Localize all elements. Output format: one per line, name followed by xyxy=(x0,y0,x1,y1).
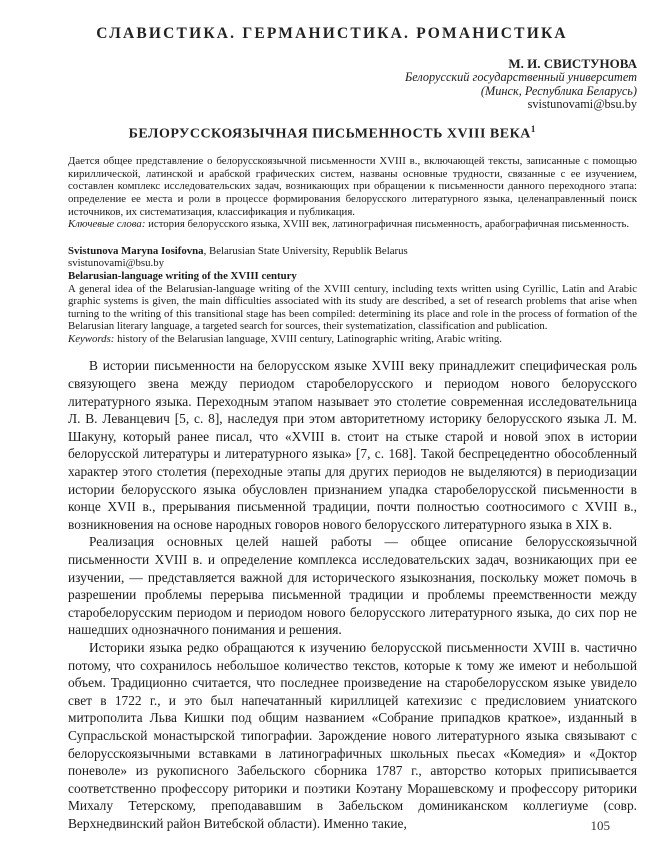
abstract-en-keywords-label: Keywords: xyxy=(68,332,115,345)
article-body xyxy=(68,357,637,832)
section-rubric-title: СЛАВИСТИКА. ГЕРМАНИСТИКА. РОМАНИСТИКА xyxy=(96,25,568,42)
abstract-en-keywords-text: history of the Belarusian language, XVIII century, Latinographic writing, Arabic writing. xyxy=(114,332,502,345)
abstract-en xyxy=(68,245,637,346)
body-paragraph: В истории письменности на белорусском языке XVIII веку принадлежит специфическая роль связующего звена между периодом старобелорусского и периодом нового белорусского литературного языка. Переходным этапом называет это столетие современная исследовательница Л. В. Леванцевич [5, с. 8], наследуя при этом авторитетному историку белорусского языка Л. М. Шакуну, который ранее писал, что «XVIII в. стоит на стыке старой и новой эпох в истории белорусской литературы и литературного языка» [7, с. 168]. Такой беспрецедентно обособленный характер этого столетия (переходные этапы для других периодов не выделяются) в периодизации истории белорусского языка обусловлен признанием упадка старобелорусской письменности в конце XVII в., прерывания письменной традиции, почти полностью соотносимого с XVIII в., возникновения на основе народных говоров нового белорусского литературного языка в XIX в. xyxy=(68,358,637,532)
abstract-en-email: svistunovami@bsu.by xyxy=(68,257,165,270)
author-affiliation: Белорусский государственный университет xyxy=(404,70,637,84)
abstract-ru-text: Дается общее представление о белорусскоязычной письменности XVIII в., включающей тексты, записанные с помощью кириллической, латинской и арабской графических систем, названы основные трудности, связанные с ее изучением, составлен комплекс исследовательских задач, возникающих при обращении к письменности данного переходного этапа: определение ее места и роли в процессе формирования белорусского литературного языка, целенаправленный поиск источников, их систематизация, классификация и публикация. xyxy=(68,155,637,218)
body-paragraph: Историки языка редко обращаются к изучению белорусской письменности XVIII в. частично потому, что сохранилось небольшое количество текстов, которые к тому же имеют и небольшой объем. Традиционно считается, что последнее произведение на старобелорусском языке увидело свет в 1722 г., и это был напечатанный кириллицей катехизис с предисловием униатского митрополита Льва Кишки под общим названием «Собрание припадков краткое», изданный в Супрасльской монастырской типографии. Зарождение нового литературного языка связывают с белорусскоязычными вставками в латинографичных школьных пьесах «Комедия» и «Доктор поневоле» из рукописного Забельского сборника 1787 г., авторство которых приписывается соответственно профессору риторики и поэтики Коэтану Морашевскому и профессору риторики Михалу Тетерскому, преподававшим в Забельском доминиканском коллегиуме (совр. Верхнедвинский район Витебской области). Именно такие, xyxy=(68,639,637,831)
abstract-en-author-affiliation: , Belarusian State University, Republik Belarus xyxy=(203,244,408,257)
abstract-ru xyxy=(68,155,637,231)
abstract-en-keywords-line xyxy=(68,333,637,346)
author-email: svistunovami@bsu.by xyxy=(527,97,637,111)
page-number: 105 xyxy=(590,818,610,833)
abstract-en-author-name: Svistunova Maryna Iosifovna xyxy=(68,244,204,257)
author-location: (Минск, Республика Беларусь) xyxy=(480,83,637,98)
title-footnote-mark: 1 xyxy=(530,123,536,134)
abstract-en-author-line xyxy=(68,245,637,258)
article-title xyxy=(27,120,637,144)
abstract-ru-keywords-text: история белорусского языка, XVIII век, латинографичная письменность, арабографичная письменность. xyxy=(145,218,630,231)
article-title-text: БЕЛОРУССКОЯЗЫЧНАЯ ПИСЬМЕННОСТЬ XVIII ВЕКА xyxy=(128,126,531,142)
abstract-ru-keywords-line xyxy=(68,218,637,231)
author-name: М. И. СВИСТУНОВА xyxy=(508,56,637,71)
abstract-en-text: A general idea of the Belarusian-language writing of the XVIII century, including texts written using Cyrillic, Latin and Arabic graphic systems is given, the main difficulties associated with its study are described, a set of research problems that arise when turning to the writing of this transitional stage has been compiled: determining its place and role in the process of formation of the Belarusian literary language, a targeted search for sources, their systematization, classification and publication. xyxy=(68,282,637,333)
abstract-en-title: Belarusian-language writing of the XVIII century xyxy=(68,269,297,282)
author-block xyxy=(68,56,637,112)
body-paragraph: Реализация основных целей нашей работы — общее описание белорусскоязычной письменности XVIII в. и определение комплекса исследовательских задач, возникающих при ее изучении, — представляется важной для исторического языкознания, поскольку может помочь в разрешении проблемы перерыва письменной традиции и проблемы преемственности между старобелорусским периодом и периодом нового белорусского литературного языка, до сих пор не нашедших однозначного понимания и решения. xyxy=(68,534,637,638)
abstract-ru-keywords-label: Ключевые слова: xyxy=(68,218,146,231)
